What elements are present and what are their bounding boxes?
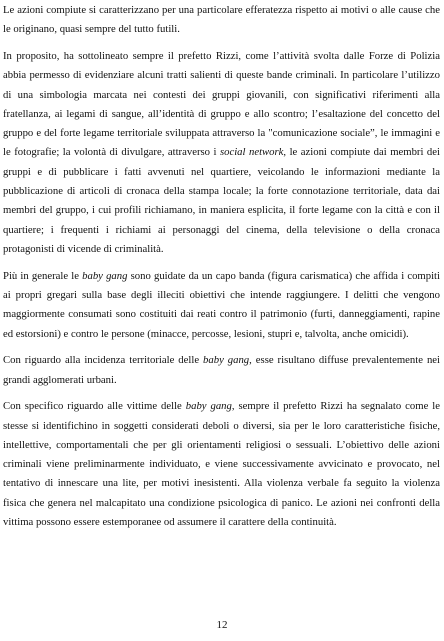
text-run: , le azioni compiute dai membri dei gruppi e di pubblicare i fatti avvenuti nel quartiere, veicolando le informazioni mediante la pubblicazione di articoli di cronaca della stampa locale; la forte connotazione territoriale, data dai membri del gruppo, i cui profili richiamano, in maniera esplicita, il forte legame con la città e con il quartiere; i frequenti i richiami ai personaggi del cinema, della televisione o della cronaca protagonisti di vicende di criminalità. [3, 146, 440, 255]
paragraph [3, 1, 440, 40]
italic-term: baby gang [82, 269, 128, 282]
page-number: 12 [216, 619, 228, 631]
text-run: sono guidate da un capo banda (figura carismatica) che affida i compiti ai propri gregari sulla base degli illeciti obiettivi che intende raggiungere. I delitti che vengono maggiormente consumati sono costituiti dai reati contro il patrimonio (furti, danneggiamenti, rapine ed estorsioni) e contro le persone (minacce, percosse, lesioni, stupri e, talvolta, anche omicidi). [3, 269, 440, 340]
text-run: , sempre il prefetto Rizzi ha segnalato come le stesse si identifichino in soggetti considerati deboli o diversi, sia per le loro caratteristiche fisiche, intellettive, comportamentali che per gli orientamenti religiosi o sessuali. L’obiettivo delle azioni criminali viene preliminarmente individuato, e viene successivamente avvicinato e provocato, nel tentativo di innescare una lite, per motivi inesistenti. Alla violenza verbale fa seguito la violenza fisica che genera nel malcapitato una condizione psicologica di panico. Le azioni nei confronti della vittima possono essere estemporanee od assumere il carattere della continuità. [3, 400, 440, 528]
document-body [3, 1, 440, 532]
text-run: Più in generale le [3, 269, 83, 282]
paragraph [3, 351, 440, 390]
text-run: Con specifico riguardo alle vittime delle [3, 400, 186, 413]
italic-term: social network [219, 146, 284, 159]
text-run: Le azioni compiute si caratterizzano per una particolare efferatezza rispetto ai motivi o alle cause che le originano, quasi sempre del tutto futili. [3, 4, 440, 36]
text-run: Con riguardo alla incidenza territoriale delle [3, 354, 204, 367]
text-run: , esse risultano diffuse prevalentemente nei grandi agglomerati urbani. [3, 354, 440, 386]
paragraph [3, 267, 440, 344]
text-run: In proposito, ha sottolineato sempre il prefetto Rizzi, come l’attività svolta dalle Forze di Polizia abbia permesso di evidenziare alcuni tratti salienti di queste bande criminali. In particolare l’utilizzo di una simbologia marcata nei contesti dei gruppi giovanili, con significativi riferimenti alla fratellanza, ai legami di sangue, all’identità di gruppo e allo scontro; l’esaltazione del concetto del gruppo e del forte legame territoriale sviluppata attraverso la "comunicazione sociale”, le immagini e le fotografie; la volontà di divulgare, attraverso i [3, 49, 440, 159]
paragraph [3, 47, 440, 259]
paragraph [3, 397, 440, 532]
italic-term: baby gang [185, 400, 232, 413]
italic-term: baby gang [203, 354, 250, 367]
